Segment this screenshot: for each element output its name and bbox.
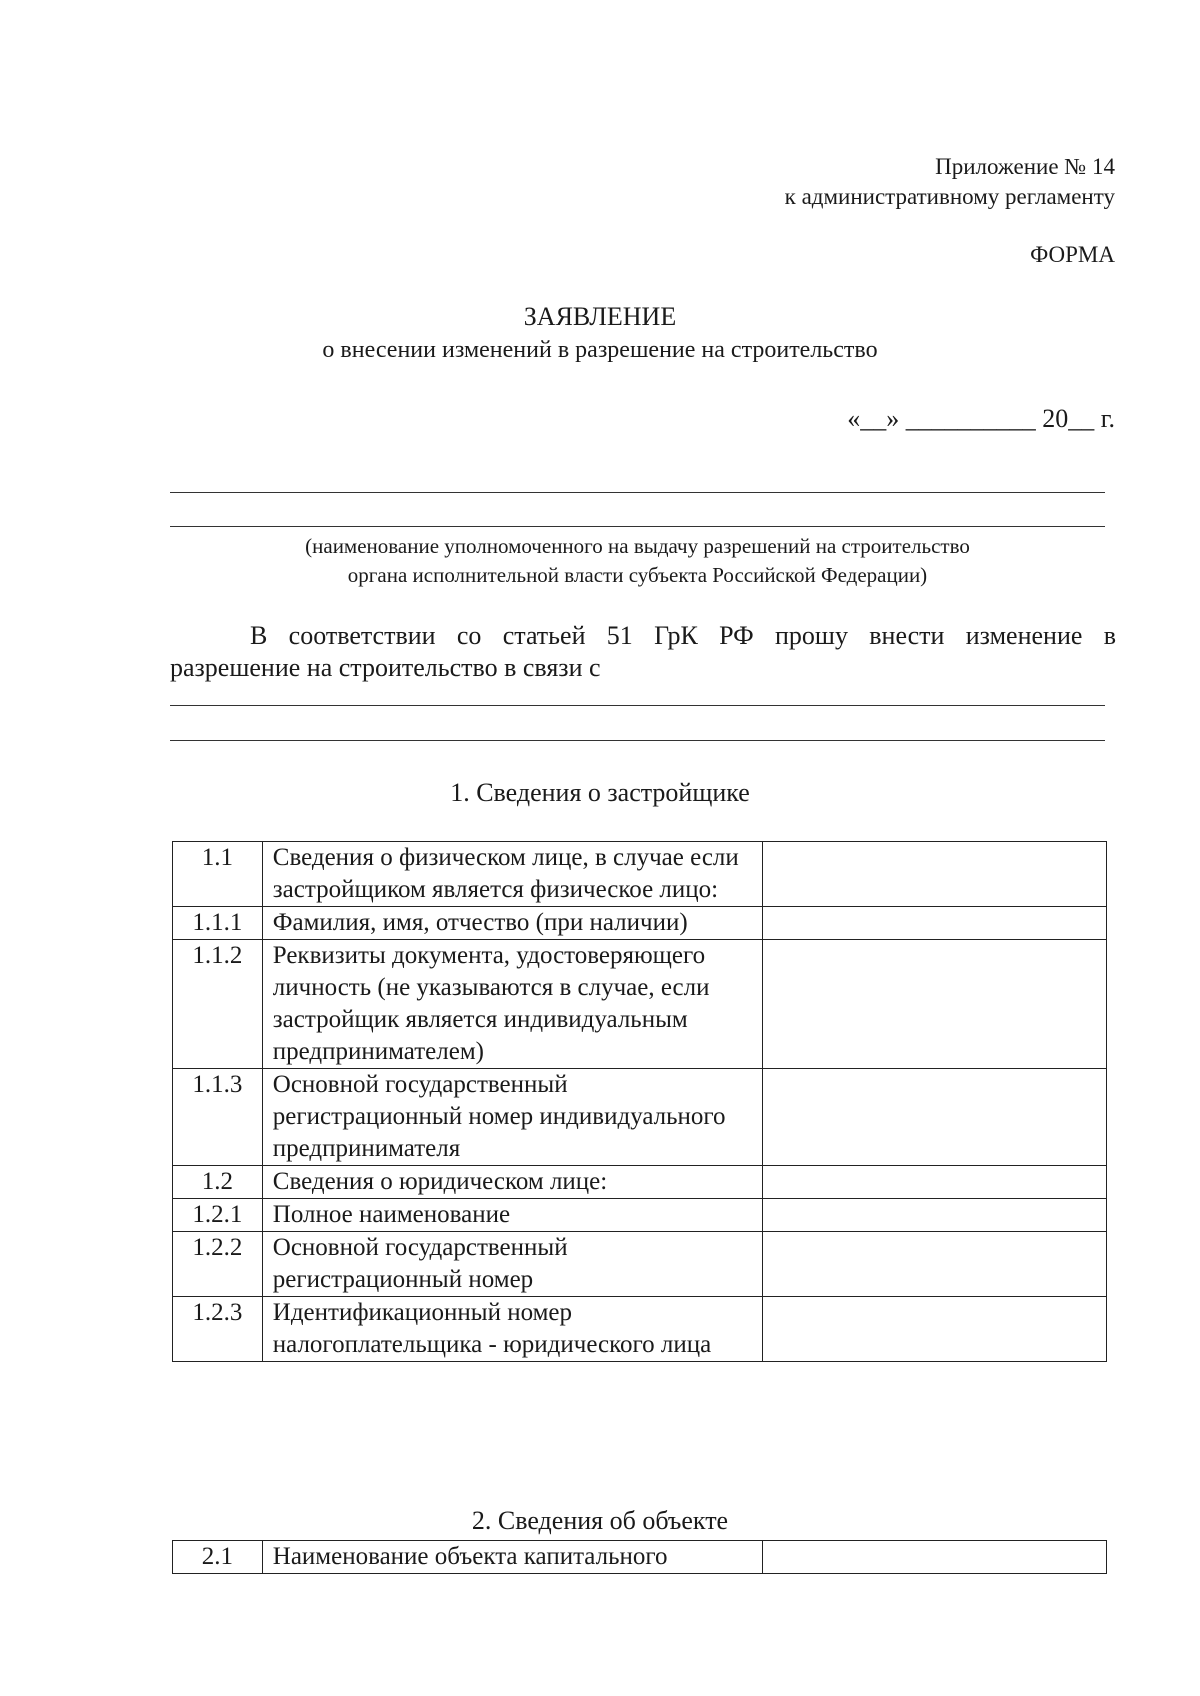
authority-blank-line-1 (170, 492, 1105, 493)
authority-caption-line-2: органа исполнительной власти субъекта Российской Федерации) (347, 563, 928, 587)
row-number: 1.2.3 (173, 1297, 263, 1362)
table-row (173, 940, 1107, 1069)
form-label: ФОРМА (1030, 242, 1115, 267)
row-value-field[interactable] (763, 907, 1107, 940)
row-label: Фамилия, имя, отчество (при наличии) (262, 907, 762, 940)
section-2-heading: 2. Сведения об объекте (471, 1506, 729, 1535)
row-label: Наименование объекта капитального (262, 1541, 762, 1574)
row-label: Основной государственный регистрационный номер (262, 1232, 762, 1297)
table-row (173, 1297, 1107, 1362)
section-1-heading: 1. Сведения о застройщике (450, 778, 750, 807)
row-number: 1.1.3 (173, 1069, 263, 1166)
table-row (173, 1069, 1107, 1166)
reason-blank-line-1 (170, 705, 1105, 706)
row-value-field[interactable] (763, 1199, 1107, 1232)
authority-blank-line-2 (170, 526, 1105, 527)
row-number: 1.1.1 (173, 907, 263, 940)
authority-caption-line-1: (наименование уполномоченного на выдачу разрешений на строительство (305, 534, 970, 558)
row-label: Идентификационный номер налогоплательщика - юридического лица (262, 1297, 762, 1362)
appendix-number: Приложение № 14 (935, 154, 1115, 179)
row-value-field[interactable] (763, 1166, 1107, 1199)
table-row (173, 1199, 1107, 1232)
row-value-field[interactable] (763, 842, 1107, 907)
request-line-2: разрешение на строительство в связи с (170, 653, 601, 682)
row-label: Сведения о юридическом лице: (262, 1166, 762, 1199)
row-value-field[interactable] (763, 1069, 1107, 1166)
row-label: Основной государственный регистрационный номер индивидуального предпринимателя (262, 1069, 762, 1166)
row-value-field[interactable] (763, 940, 1107, 1069)
developer-info-table (172, 841, 1107, 1362)
appendix-regulation: к административному регламенту (784, 184, 1115, 209)
table-row (173, 1541, 1107, 1574)
row-number: 2.1 (173, 1541, 263, 1574)
row-label: Полное наименование (262, 1199, 762, 1232)
document-title: ЗАЯВЛЕНИЕ (523, 302, 677, 331)
reason-blank-line-2 (170, 740, 1105, 741)
object-info-table (172, 1540, 1107, 1574)
row-value-field[interactable] (763, 1232, 1107, 1297)
row-label: Реквизиты документа, удостоверяющего личность (не указываются в случае, если застройщик является индивидуальным предпринимателем) (262, 940, 762, 1069)
date-line: «__» __________ 20__ г. (847, 404, 1115, 433)
request-paragraph (170, 620, 1116, 684)
row-number: 1.2.1 (173, 1199, 263, 1232)
row-number: 1.1.2 (173, 940, 263, 1069)
row-value-field[interactable] (763, 1541, 1107, 1574)
row-number: 1.1 (173, 842, 263, 907)
row-number: 1.2 (173, 1166, 263, 1199)
table-row (173, 1166, 1107, 1199)
row-label: Сведения о физическом лице, в случае если застройщиком является физическое лицо: (262, 842, 762, 907)
request-line-1: В соответствии со статьей 51 ГрК РФ прошу внести изменение в (250, 621, 1116, 650)
document-subtitle: о внесении изменений в разрешение на строительство (322, 337, 878, 363)
row-value-field[interactable] (763, 1297, 1107, 1362)
table-row (173, 907, 1107, 940)
row-number: 1.2.2 (173, 1232, 263, 1297)
appendix-reference (785, 152, 1115, 212)
table-row (173, 842, 1107, 907)
authority-caption (170, 532, 1105, 590)
table-row (173, 1232, 1107, 1297)
